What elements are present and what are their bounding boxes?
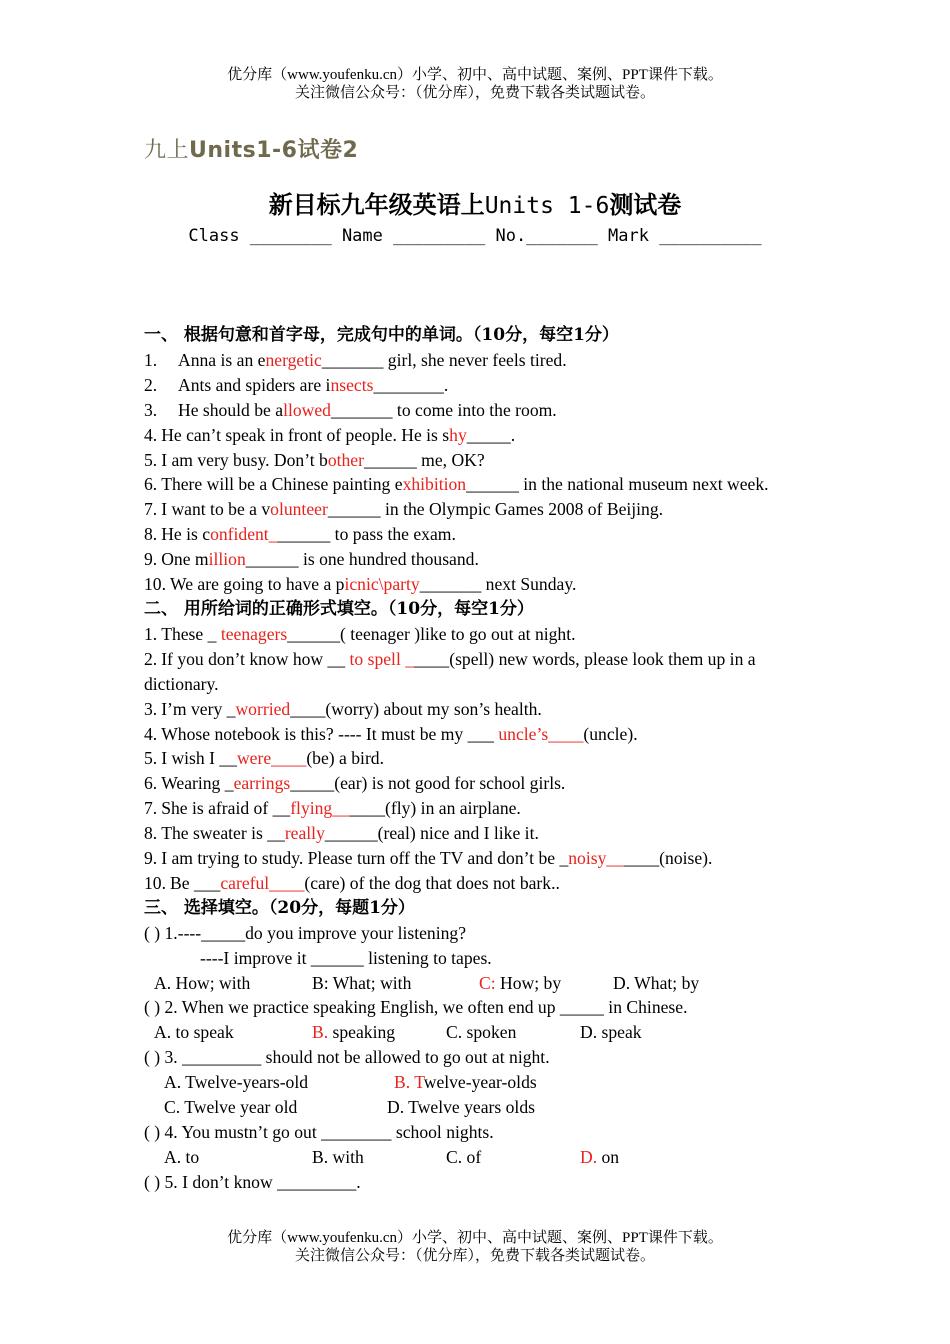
item-text-after: ______ is one hundred thousand. (245, 549, 479, 570)
item-text-after: _______ girl, she never feels tired. (321, 349, 567, 370)
item-answer: teenagers (220, 623, 288, 644)
item-answer: to spell _ (349, 648, 415, 669)
item-number: 4. (144, 723, 158, 744)
footer-banner (0, 1229, 950, 1265)
option-c: C. of (446, 1146, 482, 1167)
question-1-options (144, 971, 814, 996)
item-text: He can’t speak in front of people. He is s (161, 424, 450, 445)
item-text-after: ____(spell) new words, please look them up in a dictionary. (144, 648, 756, 694)
list-item (144, 746, 814, 771)
question-3-stem: ( ) 3. _________ should not be allowed to go out at night. (144, 1047, 550, 1068)
item-text: If you don’t know how __ (161, 648, 350, 669)
title-part-b: Units 1-6 (484, 193, 610, 219)
list-item (144, 448, 814, 473)
option-d-text: on (597, 1146, 620, 1167)
question-2-stem: ( ) 2. When we practice speaking English, we often end up _____ in Chinese. (144, 997, 688, 1018)
option-b (312, 1020, 446, 1045)
item-answer: illion (208, 549, 246, 570)
option-a: A. How; with (154, 972, 251, 993)
question-5-stem: ( ) 5. I don’t know _________. (144, 1171, 361, 1192)
item-text-after: _____. (466, 424, 516, 445)
option-c: C. spoken (446, 1022, 517, 1043)
section-1-heading: 一、 根据句意和首字母，完成句中的单词。（10分，每空1分） (144, 325, 619, 345)
item-text: These _ (161, 623, 221, 644)
title-part-a: 新目标九年级英语上 (268, 193, 485, 219)
list-item (144, 398, 814, 423)
question-2-options (144, 1020, 814, 1045)
option-c (479, 971, 613, 996)
item-answer: nergetic (265, 349, 322, 370)
item-number: 7. (144, 499, 158, 520)
heading-bold: Units1-6试卷2 (189, 138, 359, 163)
item-text: I wish I __ (161, 748, 237, 769)
question-3-options-row-1 (144, 1070, 814, 1095)
heading-prefix: 九上 (144, 138, 190, 163)
option-a: A. to (164, 1146, 200, 1167)
item-number: 5. (144, 449, 158, 470)
option-d: D. speak (580, 1022, 642, 1043)
item-number: 5. (144, 748, 158, 769)
item-text: There will be a Chinese painting e (161, 474, 403, 495)
item-text: I want to be a v (161, 499, 271, 520)
item-text: Wearing _ (161, 773, 234, 794)
banner-line-1: 优分库（www.youfenku.cn）小学、初中、高中试题、案例、PPT课件下载。 (227, 1230, 723, 1246)
option-b: B: What; with (312, 972, 412, 993)
list-item (144, 547, 814, 572)
item-number: 8. (144, 524, 158, 545)
item-text-after: ____(noise). (623, 848, 713, 869)
item-answer: flying__ (290, 798, 350, 819)
option-c-text: How; by (495, 972, 562, 993)
item-number: 1. (144, 349, 158, 370)
item-text: Whose notebook is this? ---- It must be my ___ (161, 723, 499, 744)
item-text-after: (care) of the dog that does not bark.. (304, 872, 560, 893)
item-answer: other (327, 449, 364, 470)
option-b (394, 1070, 537, 1095)
item-number: 1. (144, 623, 158, 644)
item-number: 3. (144, 399, 158, 420)
item-text: I am very busy. Don’t b (161, 449, 328, 470)
item-answer: were____ (236, 748, 307, 769)
option-b-text: welve-year-olds (423, 1072, 537, 1093)
list-item (144, 821, 814, 846)
item-number: 10. (144, 872, 166, 893)
banner-line-2: 关注微信公众号：（优分库），免费下载各类试题试卷。 (294, 1248, 655, 1264)
item-text: He is c (161, 524, 211, 545)
question-1-stem: ( ) 1.----_____do you improve your listening? (144, 922, 466, 943)
item-text-after: (uncle). (583, 723, 638, 744)
item-answer: noisy__ (568, 848, 624, 869)
list-item (144, 647, 814, 697)
item-answer: really (284, 823, 325, 844)
item-text-after: ______ to pass the exam. (277, 524, 456, 545)
question-4-stem: ( ) 4. You mustn’t go out ________ school nights. (144, 1122, 494, 1142)
list-item (144, 771, 814, 796)
list-item (144, 846, 814, 871)
option-d: D. What; by (613, 972, 700, 993)
item-text: I am trying to study. Please turn off the TV and don’t be _ (161, 848, 569, 869)
header-banner (0, 66, 950, 102)
item-answer: olunteer (270, 499, 328, 520)
answer-letter: D. (580, 1146, 598, 1167)
item-text: Anna is an e (178, 349, 266, 370)
exam-content (144, 323, 814, 1195)
section-2-heading: 二、 用所给词的正确形式填空。（10分，每空1分） (144, 598, 534, 619)
student-info-fields: Class ________ Name _________ No._______ Mark __________ (188, 226, 762, 246)
item-text: She is afraid of __ (161, 798, 291, 819)
item-text-after: _______ next Sunday. (419, 574, 577, 595)
banner-line-2: 关注微信公众号：（优分库），免费下载各类试题试卷。 (294, 85, 655, 101)
item-number: 2. (144, 374, 158, 395)
option-b: B. with (312, 1146, 364, 1167)
list-item (144, 871, 814, 896)
list-item (144, 472, 814, 497)
item-text-after: _____(ear) is not good for school girls. (290, 773, 566, 794)
option-c: C. Twelve year old (164, 1097, 298, 1118)
item-text: He should be a (178, 399, 284, 420)
item-answer: careful____ (220, 872, 305, 893)
question-3-options-row-2 (144, 1095, 814, 1120)
document-heading (144, 133, 358, 164)
list-item (144, 697, 814, 722)
list-item (144, 622, 814, 647)
option-b-text: speaking (328, 1022, 396, 1043)
item-text: We are going to have a p (170, 574, 345, 595)
page-title (0, 185, 950, 220)
banner-line-1: 优分库（www.youfenku.cn）小学、初中、高中试题、案例、PPT课件下载。 (227, 67, 723, 83)
item-answer: nsects (330, 374, 374, 395)
item-answer: uncle’s____ (498, 723, 584, 744)
item-number: 8. (144, 823, 158, 844)
question-1-stem-2: ----I improve it ______ listening to tapes. (200, 947, 492, 968)
item-number: 10. (144, 574, 166, 595)
item-number: 2. (144, 648, 158, 669)
list-item (144, 373, 814, 398)
item-text: The sweater is __ (161, 823, 285, 844)
item-text-after: ______ me, OK? (363, 449, 485, 470)
list-item (144, 423, 814, 448)
option-a: A. Twelve-years-old (164, 1072, 309, 1093)
answer-letter: B. (312, 1022, 329, 1043)
item-answer: xhibition (402, 474, 467, 495)
item-number: 9. (144, 549, 158, 570)
item-number: 6. (144, 773, 158, 794)
item-text: Be ___ (170, 872, 221, 893)
question-4-options (144, 1145, 814, 1170)
section-3-heading: 三、 选择填空。（20分，每题1分） (144, 897, 415, 918)
list-item (144, 348, 814, 373)
item-number: 3. (144, 698, 158, 719)
answer-letter: C: (479, 972, 496, 993)
section-2-list (144, 622, 814, 896)
item-text: One m (161, 549, 209, 570)
item-text-after: ____(fly) in an airplane. (349, 798, 521, 819)
item-text: I’m very _ (161, 698, 236, 719)
item-answer: icnic\party (344, 574, 420, 595)
option-d (580, 1145, 619, 1170)
item-text-after: (be) a bird. (306, 748, 384, 769)
item-text-after: ________. (373, 374, 449, 395)
item-text-after: ______(real) nice and I like it. (324, 823, 539, 844)
item-answer: earrings (233, 773, 291, 794)
option-d: D. Twelve years olds (387, 1097, 535, 1118)
section-1-list (144, 348, 814, 597)
item-answer: llowed (283, 399, 331, 420)
item-text-after: ______( teenager )like to go out at night. (287, 623, 576, 644)
title-part-c: 测试卷 (609, 193, 682, 219)
item-text-after: ____(worry) about my son’s health. (290, 698, 542, 719)
list-item (144, 796, 814, 821)
item-text-after: ______ in the Olympic Games 2008 of Beijing. (327, 499, 664, 520)
list-item (144, 572, 814, 597)
item-number: 9. (144, 848, 158, 869)
answer-letter: B. T (394, 1072, 424, 1093)
item-text: Ants and spiders are i (178, 374, 331, 395)
option-a: A. to speak (154, 1022, 234, 1043)
item-answer: hy (449, 424, 467, 445)
item-number: 7. (144, 798, 158, 819)
item-answer: onfident_ (210, 524, 278, 545)
item-number: 4. (144, 424, 158, 445)
item-text-after: ______ in the national museum next week. (466, 474, 769, 495)
item-answer: worried (235, 698, 291, 719)
list-item (144, 722, 814, 747)
item-number: 6. (144, 474, 158, 495)
list-item (144, 522, 814, 547)
item-text-after: _______ to come into the room. (330, 399, 557, 420)
list-item (144, 497, 814, 522)
